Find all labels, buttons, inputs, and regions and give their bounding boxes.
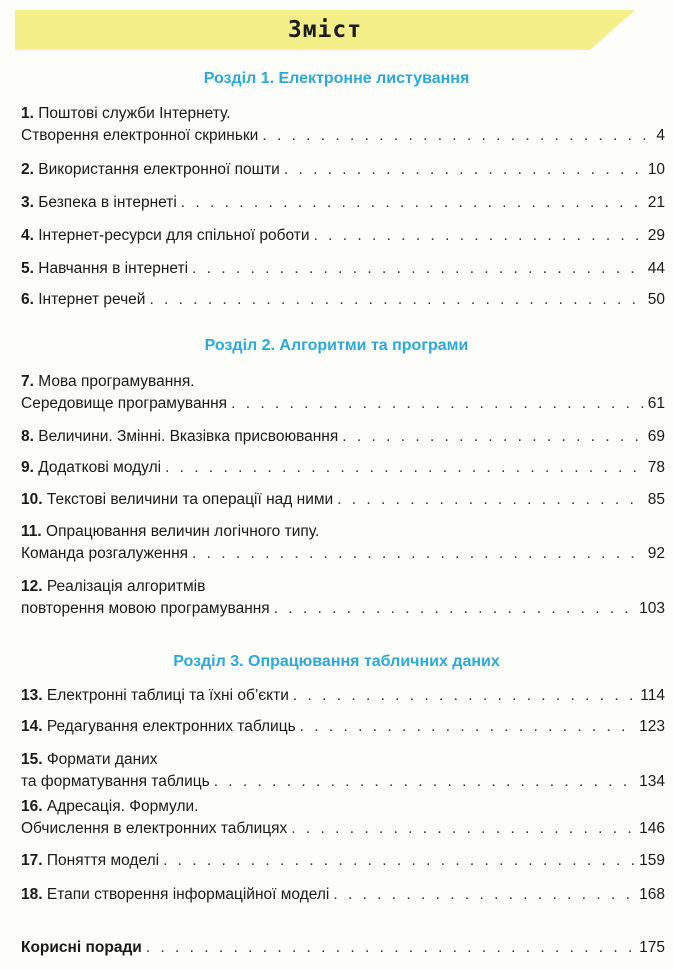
page-number: 29 xyxy=(647,227,665,244)
toc-entry-1[interactable] xyxy=(21,103,665,147)
entry-title: 6. Інтернет речей xyxy=(21,291,146,308)
dot-leader xyxy=(293,685,636,707)
entry-title: 14. Редагування електронних таблиць xyxy=(21,718,296,735)
entry-title: 5. Навчання в інтернеті xyxy=(21,260,189,277)
dot-leader xyxy=(192,258,644,280)
toc-entry-4[interactable] xyxy=(21,225,665,247)
dot-leader xyxy=(342,426,643,448)
dot-leader xyxy=(231,393,644,415)
entry-title: та форматування таблиць xyxy=(21,773,210,790)
section-1-heading: Розділ 1. Електронне листування xyxy=(203,70,470,87)
dot-leader xyxy=(214,771,635,793)
toc-entry-18[interactable] xyxy=(21,884,665,906)
entry-title: 15. Формати даних xyxy=(21,751,158,768)
page-number: 10 xyxy=(647,161,665,178)
toc-entry-2[interactable] xyxy=(21,159,665,181)
entry-title: Корисні поради xyxy=(21,939,142,956)
entry-title: 9. Додаткові модулі xyxy=(21,459,162,476)
entry-title: Створення електронної скриньки xyxy=(21,127,259,144)
page-number: 78 xyxy=(647,459,665,476)
dot-leader xyxy=(165,457,644,479)
dot-leader xyxy=(291,818,635,840)
entry-title: повторення мовою програмування xyxy=(21,600,270,617)
entry-title: 17. Поняття моделі xyxy=(21,852,160,869)
dot-leader xyxy=(314,225,644,247)
section-3-heading: Розділ 3. Опрацювання табличних даних xyxy=(173,653,500,670)
title-banner xyxy=(15,10,635,50)
toc-entry-13[interactable] xyxy=(21,685,665,707)
page-number: 103 xyxy=(639,600,665,617)
toc-entry-15[interactable] xyxy=(21,749,665,793)
dot-leader xyxy=(333,884,635,906)
page-number: 69 xyxy=(647,428,665,445)
dot-leader xyxy=(163,850,635,872)
page-number: 168 xyxy=(639,886,665,903)
entry-title: 12. Реалізація алгоритмів xyxy=(21,578,206,595)
toc-entry-10[interactable] xyxy=(21,489,665,511)
entry-title: 16. Адресація. Формули. xyxy=(21,798,199,815)
page-number: 146 xyxy=(639,820,665,837)
entry-title: 10. Текстові величини та операції над ними xyxy=(21,491,334,508)
toc-entry-9[interactable] xyxy=(21,457,665,479)
section-2-heading: Розділ 2. Алгоритми та програми xyxy=(204,337,469,354)
entry-title: Команда розгалуження xyxy=(21,545,189,562)
entry-title: Обчислення в електронних таблицях xyxy=(21,820,288,837)
page-number: 61 xyxy=(647,395,665,412)
page-title: Зміст xyxy=(287,17,363,43)
toc-entry-11[interactable] xyxy=(21,521,665,565)
toc-entry-6[interactable] xyxy=(21,289,665,311)
dot-leader xyxy=(337,489,644,511)
toc-entry-12[interactable] xyxy=(21,576,665,620)
toc-entry-5[interactable] xyxy=(21,258,665,280)
dot-leader xyxy=(149,289,643,311)
entry-title: 1. Поштові служби Інтернету. xyxy=(21,105,231,122)
toc-entry-16[interactable] xyxy=(21,796,665,840)
entry-title: 18. Етапи створення інформаційної моделі xyxy=(21,886,330,903)
entry-title: 8. Величини. Змінні. Вказівка присвоювання xyxy=(21,428,339,445)
page-number: 114 xyxy=(640,687,665,704)
toc-entry-17[interactable] xyxy=(21,850,665,872)
entry-title: 4. Інтернет-ресурси для спільної роботи xyxy=(21,227,310,244)
dot-leader xyxy=(300,716,635,738)
toc-entry-8[interactable] xyxy=(21,426,665,448)
dot-leader xyxy=(274,598,635,620)
page-number: 85 xyxy=(647,491,665,508)
dot-leader xyxy=(284,159,644,181)
entry-title: 7. Мова програмування. xyxy=(21,373,195,390)
page-number: 92 xyxy=(647,545,665,562)
entry-title: 2. Використання електронної пошти xyxy=(21,161,280,178)
page-number: 44 xyxy=(647,260,665,277)
page-number: 175 xyxy=(639,939,665,956)
page-number: 134 xyxy=(639,773,665,790)
dot-leader xyxy=(181,192,644,214)
toc-entry-7[interactable] xyxy=(21,371,665,415)
page-number: 159 xyxy=(639,852,665,869)
page-number: 4 xyxy=(656,127,665,144)
entry-title: 11. Опрацювання величин логічного типу. xyxy=(21,523,320,540)
toc-entry-useful-tips[interactable] xyxy=(21,937,665,959)
toc-entry-3[interactable] xyxy=(21,192,665,214)
entry-title: 13. Електронні таблиці та їхні об’єкти xyxy=(21,687,289,704)
toc-entry-14[interactable] xyxy=(21,716,665,738)
dot-leader xyxy=(146,937,635,959)
dot-leader xyxy=(262,125,652,147)
dot-leader xyxy=(192,543,644,565)
page-number: 21 xyxy=(647,194,665,211)
page-number: 50 xyxy=(647,291,665,308)
page-number: 123 xyxy=(639,718,665,735)
entry-title: 3. Безпека в інтернеті xyxy=(21,194,177,211)
entry-title: Середовище програмування xyxy=(21,395,228,412)
